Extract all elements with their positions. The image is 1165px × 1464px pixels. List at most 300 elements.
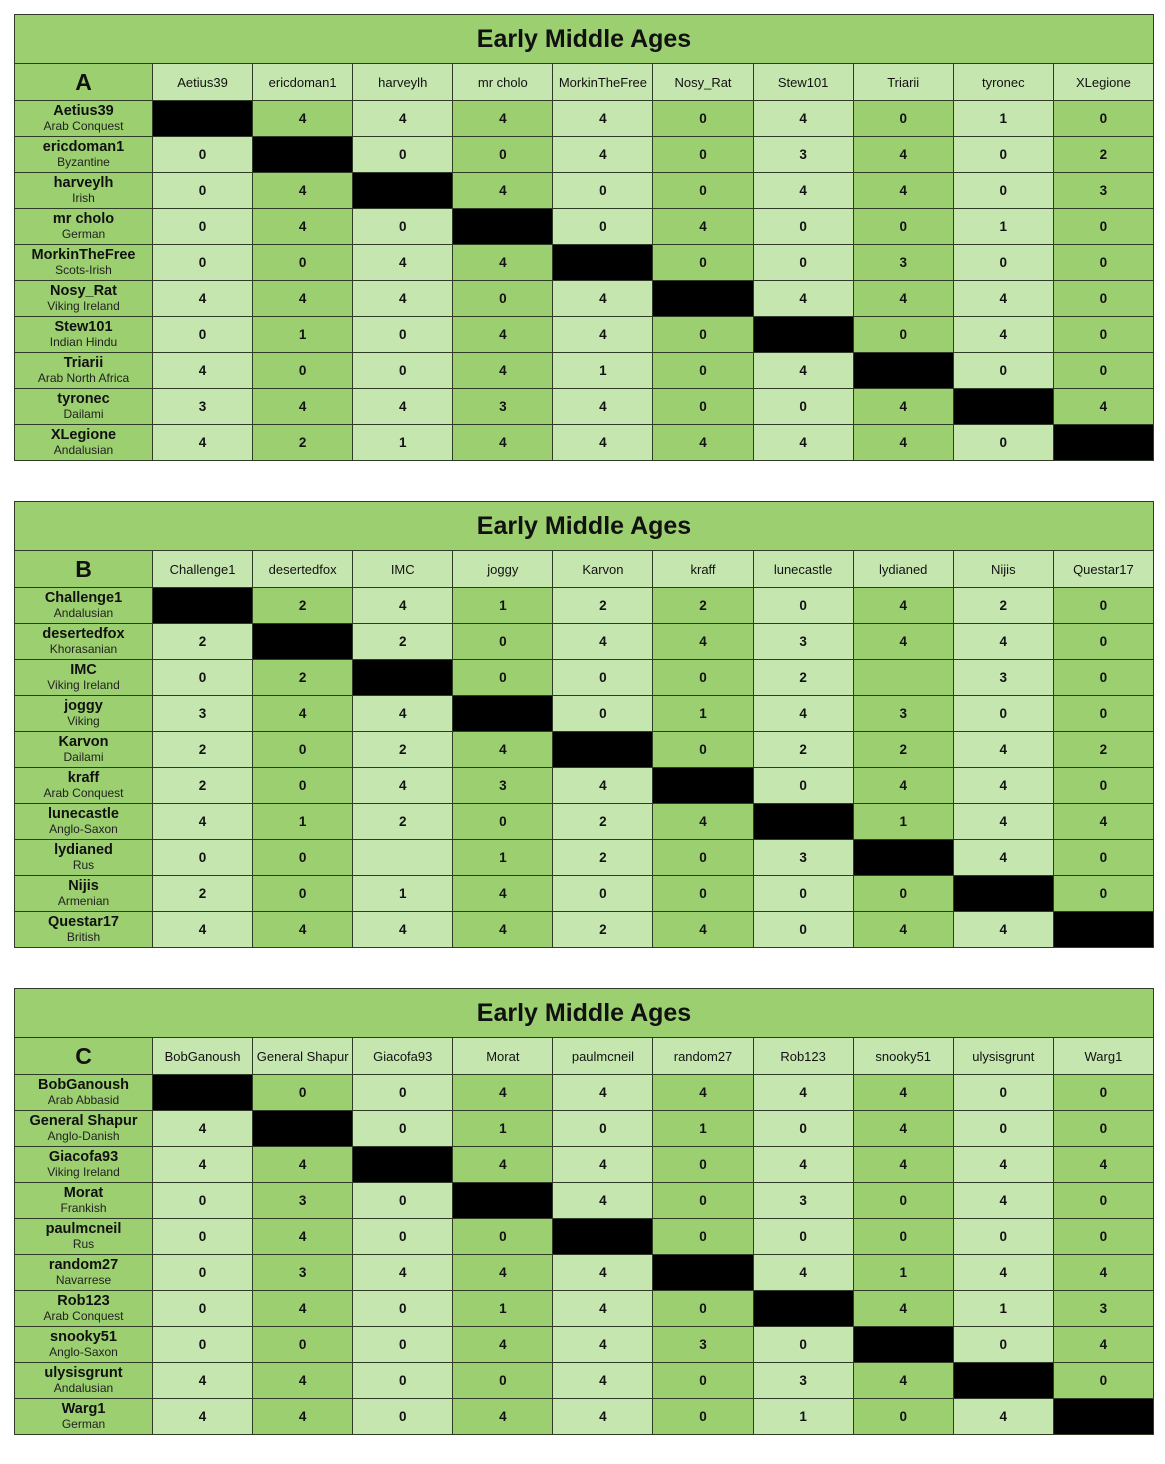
table-row [15,624,1154,660]
column-header: desertedfox [253,551,353,588]
score-cell: 4 [553,1291,653,1327]
table-row [15,137,1154,173]
row-header [15,1399,153,1435]
civilization-name: Andalusian [53,605,114,620]
score-cell: 0 [1053,1075,1153,1111]
score-cell: 0 [853,1219,953,1255]
score-cell: 4 [253,389,353,425]
row-header [15,696,153,732]
civilization-name: Dailami [63,749,104,764]
score-cell: 0 [553,876,653,912]
score-cell: 4 [453,173,553,209]
score-cell: 3 [953,660,1053,696]
score-cell: 1 [253,317,353,353]
score-cell: 3 [1053,1291,1153,1327]
score-cell: 4 [553,1183,653,1219]
row-header [15,876,153,912]
score-cell: 4 [853,588,953,624]
score-cell: 0 [653,137,753,173]
row-header [15,389,153,425]
score-cell: 0 [953,1075,1053,1111]
score-cell: 0 [553,660,653,696]
diagonal-cell [553,732,653,768]
score-cell: 0 [253,768,353,804]
civilization-name: Frankish [60,1200,107,1215]
score-cell: 1 [853,804,953,840]
diagonal-cell [353,1147,453,1183]
score-cell: 0 [753,389,853,425]
score-cell: 0 [153,173,253,209]
score-cell: 0 [653,101,753,137]
table-row [15,1075,1154,1111]
score-cell: 1 [953,1291,1053,1327]
score-cell: 3 [753,624,853,660]
score-cell: 0 [353,1075,453,1111]
column-header: XLegione [1053,64,1153,101]
score-cell: 2 [153,732,253,768]
table-row [15,696,1154,732]
score-cell: 4 [253,173,353,209]
score-cell: 3 [253,1183,353,1219]
score-cell: 0 [1053,624,1153,660]
diagonal-cell [153,1075,253,1111]
civilization-name: Viking Ireland [47,677,120,692]
score-cell: 0 [1053,317,1153,353]
score-cell: 0 [853,317,953,353]
diagonal-cell [553,245,653,281]
table-row [15,804,1154,840]
score-cell: 3 [753,1363,853,1399]
score-cell: 0 [353,1111,453,1147]
score-cell: 3 [153,389,253,425]
score-cell: 4 [853,1363,953,1399]
score-cell: 4 [853,624,953,660]
score-cell: 0 [153,1255,253,1291]
score-cell: 1 [453,1291,553,1327]
score-cell: 4 [953,1399,1053,1435]
player-name: General Shapur [29,1113,138,1130]
row-header [15,1111,153,1147]
score-cell: 4 [453,353,553,389]
table-row [15,101,1154,137]
table-row [15,1255,1154,1291]
score-cell: 4 [553,1147,653,1183]
score-cell: 4 [953,281,1053,317]
score-cell: 2 [553,588,653,624]
score-cell: 4 [153,1147,253,1183]
score-cell: 4 [853,389,953,425]
score-cell: 4 [953,1255,1053,1291]
player-name: Nijis [68,878,99,895]
diagonal-cell [153,101,253,137]
score-cell: 4 [853,1075,953,1111]
column-header-row [15,1038,1154,1075]
score-cell: 0 [1053,1183,1153,1219]
score-cell: 4 [1053,1327,1153,1363]
score-cell: 4 [453,912,553,948]
score-cell: 1 [453,1111,553,1147]
score-cell: 0 [753,1111,853,1147]
player-name: Warg1 [61,1401,106,1418]
score-cell: 0 [153,1219,253,1255]
diagonal-cell [953,389,1053,425]
column-header: Triarii [853,64,953,101]
score-cell: 0 [453,1363,553,1399]
civilization-name: Irish [72,190,95,205]
score-cell: 0 [1053,1111,1153,1147]
score-cell: 3 [153,696,253,732]
score-cell: 4 [653,425,753,461]
player-name: ulysisgrunt [44,1365,123,1382]
score-cell: 2 [553,804,653,840]
score-cell: 4 [153,1363,253,1399]
player-name: joggy [64,698,103,715]
table-row [15,912,1154,948]
table-row [15,389,1154,425]
player-name: Challenge1 [44,590,123,607]
score-cell: 0 [653,1399,753,1435]
score-cell: 0 [253,1327,353,1363]
score-cell: 0 [1053,588,1153,624]
civilization-name: British [66,929,101,944]
civilization-name: Byzantine [57,154,110,169]
score-cell: 2 [353,624,453,660]
score-cell: 4 [953,1183,1053,1219]
score-cell: 4 [353,588,453,624]
column-header: Nijis [953,551,1053,588]
score-cell: 0 [953,1327,1053,1363]
civilization-name: Arab Conquest [43,118,124,133]
score-cell: 4 [253,696,353,732]
score-cell: 2 [753,732,853,768]
score-cell: 4 [153,1111,253,1147]
score-cell: 4 [453,1327,553,1363]
table-row [15,840,1154,876]
score-cell: 4 [853,425,953,461]
column-header: General Shapur [253,1038,353,1075]
player-name: Triarii [63,355,104,372]
diagonal-cell [853,1327,953,1363]
score-cell: 0 [453,804,553,840]
score-cell: 1 [453,588,553,624]
score-cell: 0 [953,137,1053,173]
score-cell: 2 [853,732,953,768]
score-cell: 0 [753,588,853,624]
score-cell: 4 [553,137,653,173]
score-cell: 0 [653,1291,753,1327]
score-cell: 4 [153,353,253,389]
score-cell: 4 [153,425,253,461]
civilization-name: German [61,1416,106,1431]
row-header [15,1219,153,1255]
score-cell: 4 [753,101,853,137]
score-cell: 4 [453,876,553,912]
score-cell: 0 [653,389,753,425]
diagonal-cell [253,137,353,173]
column-header: joggy [453,551,553,588]
score-cell: 4 [353,389,453,425]
player-name: lunecastle [48,806,119,823]
score-cell: 0 [353,353,453,389]
table-row [15,1147,1154,1183]
column-header: Stew101 [753,64,853,101]
player-name: snooky51 [50,1329,117,1346]
civilization-name: Anglo-Danish [47,1128,120,1143]
civilization-name: Dailami [63,406,104,421]
score-cell: 4 [353,696,453,732]
score-cell: 4 [453,317,553,353]
column-header: tyronec [953,64,1053,101]
score-cell: 0 [253,840,353,876]
row-header [15,804,153,840]
civilization-name: Scots-Irish [55,262,112,277]
score-cell: 4 [653,912,753,948]
score-cell: 1 [353,425,453,461]
player-name: Nosy_Rat [50,283,117,300]
table-row [15,1399,1154,1435]
column-header: Giacofa93 [353,1038,453,1075]
score-cell: 0 [953,1111,1053,1147]
diagonal-cell [453,1183,553,1219]
score-cell: 0 [853,876,953,912]
score-cell: 4 [353,281,453,317]
civilization-name: Rus [72,1236,95,1251]
score-cell: 4 [353,101,453,137]
score-cell: 2 [153,768,253,804]
player-name: Morat [63,1185,104,1202]
score-cell: 4 [453,1399,553,1435]
row-header [15,768,153,804]
score-cell [853,660,953,696]
diagonal-cell [753,1291,853,1327]
diagonal-cell [1053,1399,1153,1435]
column-header: Challenge1 [153,551,253,588]
civilization-name: Arab North Africa [37,370,130,385]
column-header: kraff [653,551,753,588]
score-cell: 0 [853,101,953,137]
score-cell: 4 [853,1147,953,1183]
score-cell: 2 [553,912,653,948]
score-cell: 4 [553,1075,653,1111]
score-cell: 0 [653,353,753,389]
score-cell: 4 [553,281,653,317]
table-row [15,660,1154,696]
score-cell: 0 [353,1399,453,1435]
score-cell: 4 [453,1147,553,1183]
score-cell: 4 [153,281,253,317]
score-cell: 0 [1053,101,1153,137]
column-header: lunecastle [753,551,853,588]
table-row [15,1291,1154,1327]
table-row [15,732,1154,768]
score-cell: 1 [653,1111,753,1147]
table-row [15,1327,1154,1363]
score-cell: 4 [853,173,953,209]
table-row [15,425,1154,461]
score-cell: 4 [753,425,853,461]
score-cell: 0 [553,173,653,209]
score-cell: 4 [853,1111,953,1147]
diagonal-cell [553,1219,653,1255]
player-name: Questar17 [48,914,119,931]
score-cell: 4 [753,1147,853,1183]
score-cell: 0 [353,1219,453,1255]
score-cell: 3 [453,389,553,425]
score-cell: 0 [953,1219,1053,1255]
score-cell: 0 [753,245,853,281]
score-cell: 0 [753,1327,853,1363]
civilization-name: Viking Ireland [47,1164,120,1179]
player-name: Karvon [58,734,109,751]
score-cell: 0 [253,732,353,768]
score-cell: 4 [953,317,1053,353]
score-cell: 4 [653,1075,753,1111]
score-cell: 1 [953,101,1053,137]
column-header: IMC [353,551,453,588]
score-cell: 0 [753,876,853,912]
table-row [15,281,1154,317]
score-cell: 4 [953,912,1053,948]
score-cell: 4 [753,353,853,389]
score-cell: 1 [253,804,353,840]
diagonal-cell [653,281,753,317]
table-row [15,768,1154,804]
score-cell: 4 [753,696,853,732]
score-cell: 0 [953,173,1053,209]
crosstable-c [14,988,1154,1435]
title-row [15,989,1154,1038]
score-cell: 0 [453,624,553,660]
table-row [15,245,1154,281]
score-cell: 0 [953,696,1053,732]
score-cell: 4 [953,768,1053,804]
score-cell: 4 [253,1399,353,1435]
column-header: Warg1 [1053,1038,1153,1075]
civilization-name: Rus [72,857,95,872]
column-header: BobGanoush [153,1038,253,1075]
diagonal-cell [1053,912,1153,948]
player-name: harveylh [53,175,114,192]
score-cell: 1 [453,840,553,876]
score-cell: 4 [253,912,353,948]
score-cell: 2 [253,425,353,461]
score-cell: 2 [953,588,1053,624]
score-cell: 2 [153,876,253,912]
column-header: lydianed [853,551,953,588]
crosstable-b [14,501,1154,948]
score-cell [353,840,453,876]
row-header [15,245,153,281]
score-cell: 0 [453,1219,553,1255]
score-cell: 0 [453,137,553,173]
column-header: paulmcneil [553,1038,653,1075]
score-cell: 2 [153,624,253,660]
table-row [15,1183,1154,1219]
column-header-row [15,551,1154,588]
score-cell: 0 [653,317,753,353]
diagonal-cell [353,173,453,209]
score-cell: 3 [753,137,853,173]
score-cell: 0 [753,1219,853,1255]
score-cell: 0 [353,1183,453,1219]
player-name: IMC [70,662,97,679]
score-cell: 4 [953,840,1053,876]
group-b-table [14,501,1153,948]
score-cell: 2 [653,588,753,624]
score-cell: 4 [453,245,553,281]
score-cell: 0 [953,425,1053,461]
row-header [15,840,153,876]
score-cell: 4 [453,1255,553,1291]
group-letter: B [15,551,153,588]
column-header: Morat [453,1038,553,1075]
row-header [15,1147,153,1183]
score-cell: 4 [753,281,853,317]
group-c-table [14,988,1153,1435]
player-name: random27 [48,1257,119,1274]
score-cell: 4 [953,624,1053,660]
score-cell: 4 [253,1219,353,1255]
score-cell: 1 [853,1255,953,1291]
score-cell: 4 [153,804,253,840]
column-header: Questar17 [1053,551,1153,588]
score-cell: 4 [553,1363,653,1399]
score-cell: 0 [153,1327,253,1363]
score-cell: 0 [853,1399,953,1435]
group-a-table [14,14,1153,461]
score-cell: 0 [353,1363,453,1399]
row-header [15,1075,153,1111]
score-cell: 3 [453,768,553,804]
row-header [15,425,153,461]
civilization-name: Armenian [57,893,110,908]
score-cell: 0 [653,1147,753,1183]
score-cell: 4 [753,173,853,209]
civilization-name: Khorasanian [49,641,118,656]
score-cell: 4 [553,317,653,353]
score-cell: 0 [653,1183,753,1219]
score-cell: 2 [253,588,353,624]
score-cell: 4 [453,1075,553,1111]
column-header: ulysisgrunt [953,1038,1053,1075]
score-cell: 0 [453,281,553,317]
score-cell: 2 [253,660,353,696]
diagonal-cell [953,876,1053,912]
group-title: Early Middle Ages [15,502,1154,551]
score-cell: 4 [253,1147,353,1183]
score-cell: 0 [1053,245,1153,281]
row-header [15,137,153,173]
row-header [15,209,153,245]
score-cell: 0 [1053,281,1153,317]
score-cell: 4 [653,209,753,245]
row-header [15,1183,153,1219]
civilization-name: Andalusian [53,1380,114,1395]
civilization-name: Andalusian [53,442,114,457]
score-cell: 4 [853,1291,953,1327]
diagonal-cell [453,696,553,732]
score-cell: 0 [253,1075,353,1111]
score-cell: 1 [753,1399,853,1435]
score-cell: 4 [1053,1147,1153,1183]
score-cell: 0 [1053,768,1153,804]
table-row [15,1363,1154,1399]
score-cell: 0 [653,732,753,768]
diagonal-cell [853,353,953,389]
score-cell: 4 [453,425,553,461]
score-cell: 0 [153,840,253,876]
score-cell: 4 [553,389,653,425]
